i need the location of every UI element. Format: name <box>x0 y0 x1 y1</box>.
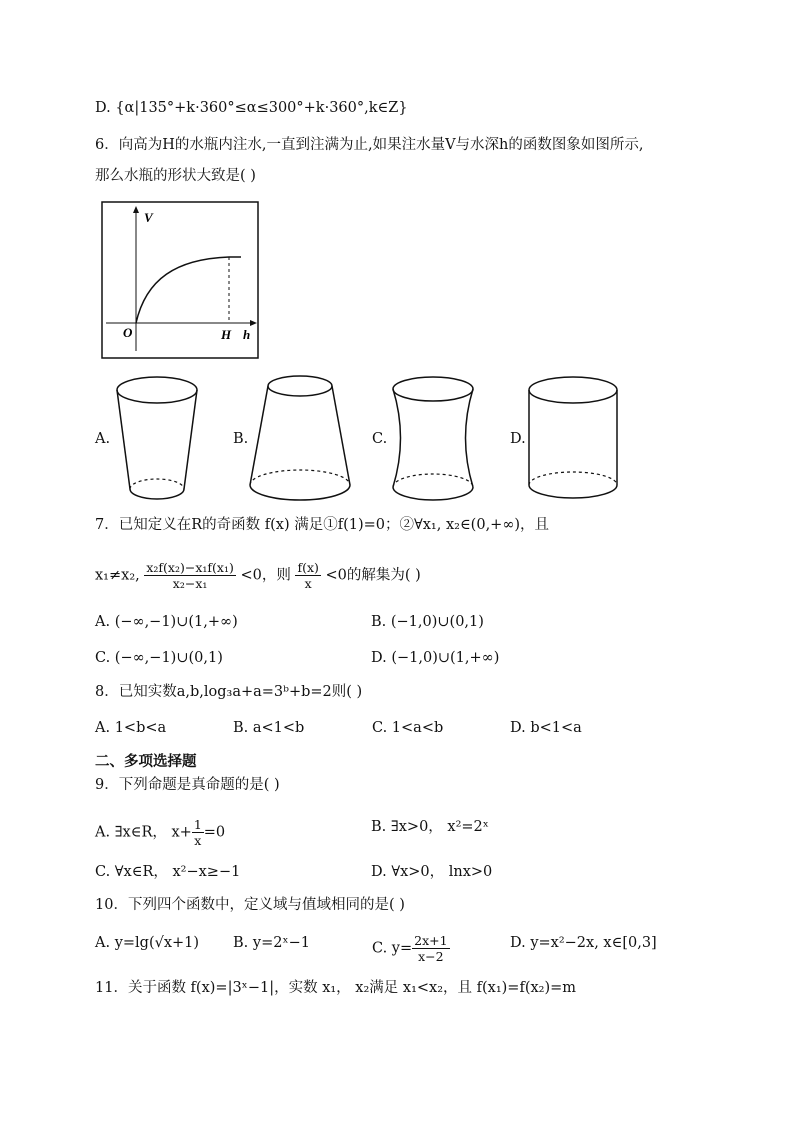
q8-stem: 8．已知实数a,b,log₃a+a=3ᵇ+b=2则( ) <box>95 684 363 700</box>
section-heading-multiple-choice: 二、多项选择题 <box>95 754 197 770</box>
q10-option-b: B. y=2ˣ−1 <box>233 935 310 951</box>
graph-label-v: V <box>144 210 153 225</box>
q5-option-d: D. {α|135°+k·360°≤α≤300°+k·360°,k∈Z} <box>95 100 408 116</box>
graph-label-origin: O <box>123 325 133 340</box>
q7-cond-den: x₂−x₁ <box>172 576 208 591</box>
q9-option-c: C. ∀x∈R， x²−x≥−1 <box>95 864 241 880</box>
q8-option-a: A. 1<b<a <box>95 720 167 736</box>
q9-option-a-den: x <box>194 833 202 848</box>
graph-curve <box>136 257 229 323</box>
q10-option-a: A. y=lg(√x+1) <box>95 935 200 951</box>
q8-option-b: B. a<1<b <box>233 720 305 736</box>
q9-option-a-prefix: A. ∃x∈R， x+ <box>95 824 192 841</box>
q9-stem: 9．下列命题是真命题的是( ) <box>95 777 280 793</box>
graph-label-H: H <box>221 327 232 342</box>
bottle-b-shape <box>244 372 356 504</box>
q10-option-d: D. y=x²−2x, x∈[0,3] <box>510 935 657 951</box>
graph-label-h: h <box>243 327 251 342</box>
q9-option-a-num: 1 <box>193 817 202 832</box>
q10-option-c-den: x−2 <box>418 949 444 964</box>
q7-option-b: B. (−1,0)∪(0,1) <box>371 614 484 630</box>
q7-ineq-num: f(x) <box>297 560 319 575</box>
q10-option-c-prefix: C. y= <box>372 940 413 957</box>
q11-stem: 11．关于函数 f(x)=|3ˣ−1|，实数 x₁， x₂满足 x₁<x₂，且 f(x₁)=f(x₂)=m <box>95 980 577 996</box>
graph-x-arrow <box>250 320 257 326</box>
bottle-a-shape <box>108 372 206 504</box>
q9-option-a-suffix: =0 <box>203 824 226 841</box>
q6-volume-depth-graph <box>101 201 259 359</box>
q7-option-a: A. (−∞,−1)∪(1,+∞) <box>95 614 238 630</box>
q7-option-c: C. (−∞,−1)∪(0,1) <box>95 650 223 666</box>
q6-option-a-label: A. <box>95 431 111 447</box>
q9-option-b: B. ∃x>0， x²=2ˣ <box>371 819 489 835</box>
q9-option-a <box>95 817 225 848</box>
q7-stem-line2 <box>95 560 421 591</box>
bottle-d-shape <box>522 372 624 504</box>
q7-cond-prefix: x₁≠x₂, <box>95 567 140 584</box>
q6-option-c-label: C. <box>372 431 388 447</box>
graph-y-arrow <box>133 206 139 213</box>
q10-option-c-fraction <box>412 933 449 964</box>
q9-option-a-fraction <box>192 817 204 848</box>
q10-option-c <box>372 933 450 964</box>
q7-ineq-fraction <box>295 560 320 591</box>
q7-ineq-den: x <box>304 576 312 591</box>
q6-option-d-label: D. <box>510 431 526 447</box>
q7-cond-num: x₂f(x₂)−x₁f(x₁) <box>146 560 234 575</box>
q6-stem-line1: 6．向高为H的水瓶内注水,一直到注满为止,如果注水量V与水深h的函数图象如图所示, <box>95 137 644 153</box>
q6-stem-line2: 那么水瓶的形状大致是( ) <box>95 168 256 184</box>
q7-option-d: D. (−1,0)∪(1,+∞) <box>371 650 500 666</box>
q8-option-d: D. b<1<a <box>510 720 582 736</box>
q7-ineq-suffix: <0的解集为( ) <box>325 567 421 584</box>
q10-option-c-num: 2x+1 <box>414 933 448 948</box>
q7-cond-suffix: <0，则 <box>240 567 291 584</box>
q7-stem-line1: 7．已知定义在R的奇函数 f(x) 满足①f(1)=0；②∀x₁, x₂∈(0,+∞)，且 <box>95 517 550 533</box>
q6-option-b-label: B. <box>233 431 249 447</box>
q10-stem: 10．下列四个函数中，定义域与值域相同的是( ) <box>95 897 405 913</box>
q9-option-d: D. ∀x>0， lnx>0 <box>371 864 493 880</box>
q7-cond-fraction <box>144 560 235 591</box>
bottle-c-shape <box>384 372 482 504</box>
q8-option-c: C. 1<a<b <box>372 720 444 736</box>
